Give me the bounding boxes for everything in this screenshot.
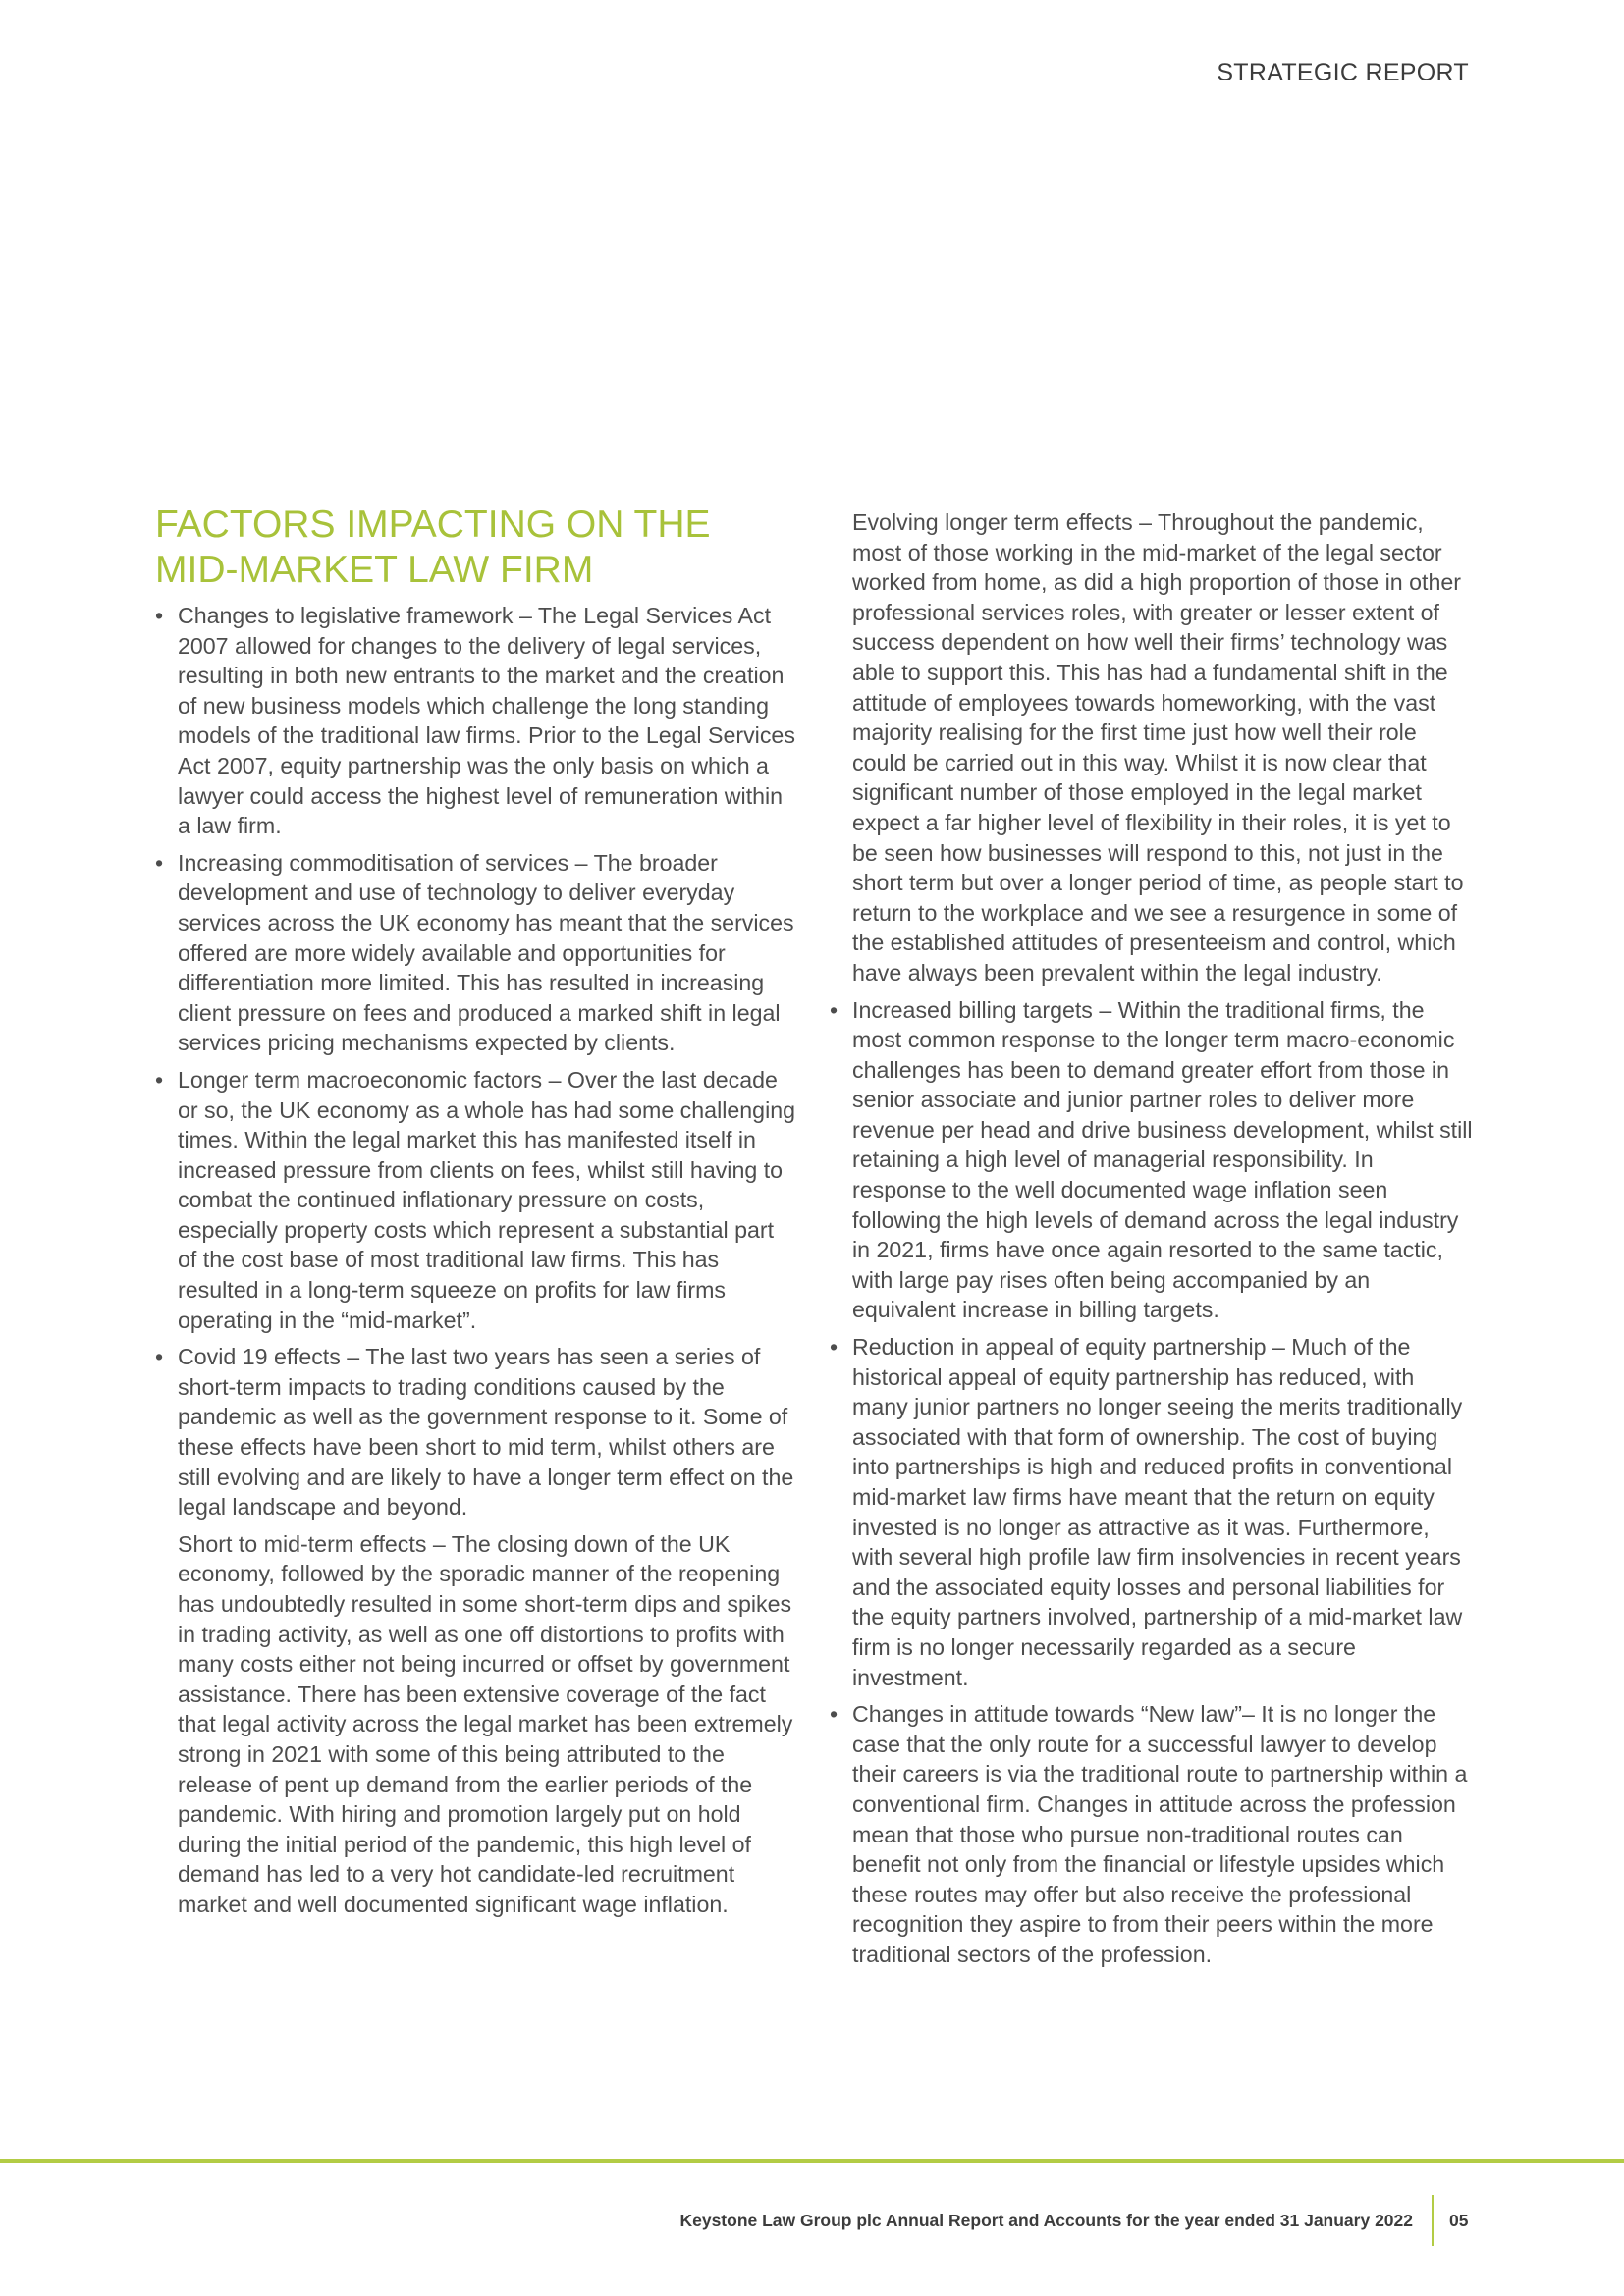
bullet-legislative-framework: • Changes to legislative framework – The Legal Services Act 2007 allowed for changes to the delivery of legal services, resulting in both new entrants to the market and the creation of new business models which challenge the long standing models of the traditional law firms. Prior to the Legal Services Act 2007, equity partnership was the only basis on which a lawyer could access the highest level of remuneration within a law firm. [155, 601, 798, 841]
footer-separator [1432, 2195, 1434, 2246]
section-header: STRATEGIC REPORT [1217, 59, 1469, 86]
short-term-effects-paragraph: Short to mid-term effects – The closing down of the UK economy, followed by the sporadic manner of the reopening has undoubtedly resulted in some short-term dips and spikes in trading activity, as well as one off distortions to profits with many costs either not being incurred or offset by government assistance. There has been extensive coverage of the fact that legal activity across the legal market has been extremely strong in 2021 with some of this being attributed to the release of pent up demand from the earlier periods of the pandemic. With hiring and promotion largely put on hold during the initial period of the pandemic, this high level of demand has led to a very hot candidate-led recruitment market and well documented significant wage inflation. [178, 1530, 793, 1917]
footer-rule [0, 2159, 1624, 2163]
longer-term-effects-paragraph: Evolving longer term effects – Throughout the pandemic, most of those working in the mid-market of the legal sector worked from home, as did a high proportion of those in other professional services roles, with greater or lesser extent of success dependent on how well their firms’ technology was able to support this. This has had a fundamental shift in the attitude of employees towards homeworking, with the vast majority realising for the first time just how well their role could be carried out in this way. Whilst it is now clear that significant number of those employed in the legal market expect a far higher level of flexibility in their roles, it is yet to be seen how businesses will respond to this, not just in the short term but over a longer period of time, as people start to return to the workplace and we see a resurgence in some of the established attitudes of presenteeism and control, which have always been prevalent within the legal industry. [852, 509, 1464, 986]
page-number: 05 [1449, 2211, 1469, 2230]
bullet-covid-effects: • Covid 19 effects – The last two years has seen a series of short-term impacts to trading conditions caused by the pandemic as well as the government response to it. Some of these effects have been short to mid term, whilst others are still evolving and are likely to have a longer term effect on the legal landscape and beyond. [155, 1342, 798, 1522]
bullet-commoditisation: • Increasing commoditisation of services – The broader development and use of technology to deliver everyday services across the UK economy has meant that the services offered are more widely available and opportunities for differentiation more limited. This has resulted in increasing client pressure on fees and produced a marked shift in legal services pricing mechanisms expected by clients. [155, 848, 798, 1058]
right-bullet-list [830, 995, 1473, 1970]
left-column [155, 503, 798, 1927]
left-bullet-list [155, 601, 798, 1522]
right-column [830, 507, 1473, 1977]
title-line-2: MID-MARKET LAW FIRM [155, 549, 594, 591]
section-title [155, 503, 798, 593]
bullet-macroeconomic-factors: • Longer term macroeconomic factors – Over the last decade or so, the UK economy as a whole has had some challenging times. Within the legal market this has manifested itself in increased pressure from clients on fees, whilst still having to combat the continued inflationary pressure on costs, especially property costs which represent a substantial part of the cost base of most traditional law firms. This has resulted in a long-term squeeze on profits for law firms operating in the “mid-market”. [155, 1065, 798, 1335]
bullet-new-law: • Changes in attitude towards “New law”– It is no longer the case that the only route for a successful lawyer to develop their careers is via the traditional route to partnership within a conventional firm. Changes in attitude across the profession mean that those who pursue non-traditional routes can benefit not only from the financial or lifestyle upsides which these routes may offer but also receive the professional recognition they aspire to from their peers within the more traditional sectors of the profession. [830, 1699, 1473, 1969]
bullet-billing-targets: • Increased billing targets – Within the traditional firms, the most common response to the longer term macro-economic challenges has been to demand greater effort from those in senior associate and junior partner roles to deliver more revenue per head and drive business development, whilst still retaining a high level of managerial responsibility. In response to the well documented wage inflation seen following the high levels of demand across the legal industry in 2021, firms have once again resorted to the same tactic, with large pay rises often being accompanied by an equivalent increase in billing targets. [830, 995, 1473, 1326]
bullet-equity-partnership: • Reduction in appeal of equity partnership – Much of the historical appeal of equity partnership has reduced, with many junior partners no longer seeing the merits traditionally associated with that form of ownership. The cost of buying into partnerships is high and reduced profits in conventional mid-market law firms have meant that the return on equity invested is no longer as attractive as it was. Furthermore, with several high profile law firm insolvencies in recent years and the associated equity losses and personal liabilities for the equity partners involved, partnership of a mid-market law firm is no longer necessarily regarded as a secure investment. [830, 1332, 1473, 1692]
title-line-1: FACTORS IMPACTING ON THE [155, 504, 711, 546]
footer-report-title: Keystone Law Group plc Annual Report and Accounts for the year ended 31 January 2022 [679, 2211, 1413, 2230]
